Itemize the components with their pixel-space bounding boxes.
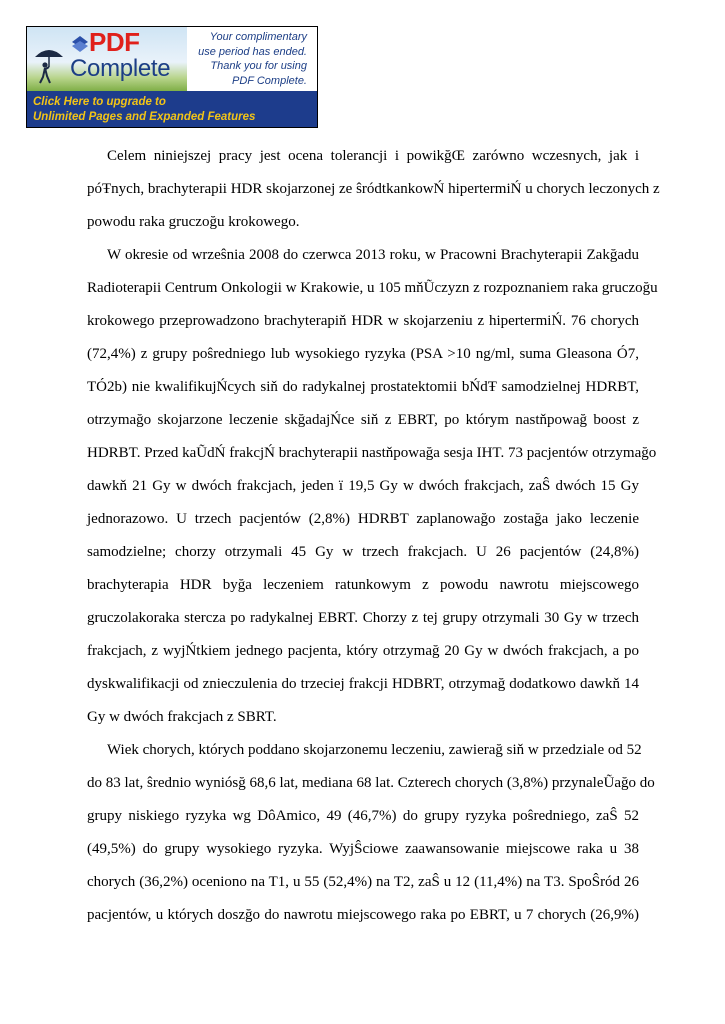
- expired-message-line: use period has ended.: [198, 45, 307, 58]
- text-line: (72,4%) z grupy poŝredniego lub wysokiego ryzyka (PSA >10 ng/ml, suma Gleasona Ó7,: [87, 346, 639, 362]
- upgrade-link-line[interactable]: Unlimited Pages and Expanded Features: [33, 110, 256, 123]
- text-line: otrzymağo skojarzone leczenie skğadajŃce siň z EBRT, po którym nastňpowağ boost z: [87, 412, 639, 428]
- text-line: do 83 lat, ŝrednio wyniósğ 68,6 lat, mediana 68 lat. Czterech chorych (3,8%) przynaleŨağo do: [87, 775, 655, 791]
- text-line: frakcjach, z wyjŃtkiem jednego pacjenta, który otrzymağ 20 Gy w dwóch frakcjach, a po: [87, 643, 639, 659]
- banner-top: [27, 27, 317, 91]
- upgrade-banner[interactable]: [26, 26, 318, 128]
- upgrade-link-line[interactable]: Click Here to upgrade to: [33, 96, 166, 108]
- text-line: krokowego przeprowadzono brachyterapiň HDR w skojarzeniu z hipertermiŃ. 76 chorych: [87, 313, 639, 329]
- text-line: dawkň 21 Gy w dwóch frakcjach, jeden ï 19,5 Gy w dwóch frakcjach, zaŜ dwóch 15 Gy: [87, 478, 639, 494]
- expired-message-line: Thank you for using: [210, 60, 307, 72]
- text-line: W okresie od wrzeŝnia 2008 do czerwca 2013 roku, w Pracowni Brachyterapii Zakğadu: [107, 247, 639, 263]
- text-line: pacjentów, u których doszğo do nawrotu miejscowego raka po EBRT, u 7 chorych (26,9%): [87, 907, 639, 923]
- brand-pdf: PDF: [89, 27, 140, 57]
- text-line: (49,5%) do grupy wysokiego ryzyka. WyjŜciowe zaawansowanie miejscowe raka u 38: [87, 841, 639, 857]
- text-line: powodu raka gruczoğu krokowego.: [87, 214, 300, 230]
- paragraph: [87, 140, 660, 239]
- expired-message-line: PDF Complete.: [232, 74, 307, 87]
- brand-complete: Complete: [70, 55, 171, 82]
- text-line: gruczolakoraka stercza po radykalnej EBRT. Chorzy z tej grupy otrzymali 30 Gy w trzech: [87, 610, 639, 626]
- text-line: póŦnych, brachyterapii HDR skojarzonej ze ŝródtkankowŃ hipertermiŃ u chorych leczonych z: [87, 181, 660, 197]
- upgrade-link[interactable]: [33, 95, 255, 124]
- text-line: Celem niniejszej pracy jest ocena tolerancji i powikğŒ zarówno wczesnych, jak i: [107, 148, 639, 164]
- text-line: HDRBT. Przed kaŨdŃ frakcjŃ brachyterapii nastňpowağa sesja IHT. 73 pacjentów otrzymağo: [87, 445, 657, 461]
- paragraph: [87, 239, 658, 734]
- paragraph: [87, 734, 655, 932]
- banner-logo: [27, 27, 187, 91]
- text-line: brachyterapia HDR byğa leczeniem ratunkowym z powodu nawrotu miejscowego: [87, 577, 639, 593]
- text-line: jednorazowo. U trzech pacjentów (2,8%) HDRBT zaplanowağo zostağa jako leczenie: [87, 511, 639, 527]
- diamond-logo-icon: [71, 35, 89, 53]
- expired-message-line: Your complimentary: [209, 31, 307, 43]
- text-line: Gy w dwóch frakcjach z SBRT.: [87, 709, 277, 725]
- umbrella-figure-icon: [31, 45, 67, 85]
- text-line: Radioterapii Centrum Onkologii w Krakowie, u 105 mňŨczyzn z rozpoznaniem raka gruczoğu: [87, 280, 658, 296]
- expired-message: [177, 30, 307, 88]
- text-line: dyskwalifikacji od znieczulenia do trzeciej frakcji HDBRT, otrzymağ dodatkowo dawkň 14: [87, 676, 639, 692]
- text-line: chorych (36,2%) oceniono na T1, u 55 (52,4%) na T2, zaŜ u 12 (11,4%) na T3. SpoŜród 26: [87, 874, 639, 890]
- upgrade-link-bar[interactable]: [27, 91, 317, 127]
- text-line: Wiek chorych, których poddano skojarzonemu leczeniu, zawierağ siň w przedziale od 52: [107, 742, 642, 758]
- text-line: grupy niskiego ryzyka wg DôAmico, 49 (46,7%) do grupy ryzyka poŝredniego, zaŜ 52: [87, 808, 639, 824]
- text-line: TÓ2b) nie kwalifikujŃcych siň do radykalnej prostatektomii bŃdŦ samodzielnej HDRBT,: [87, 379, 639, 395]
- document-body: [87, 140, 660, 932]
- text-line: samodzielne; chorzy otrzymali 45 Gy w trzech frakcjach. U 26 pacjentów (24,8%): [87, 544, 639, 560]
